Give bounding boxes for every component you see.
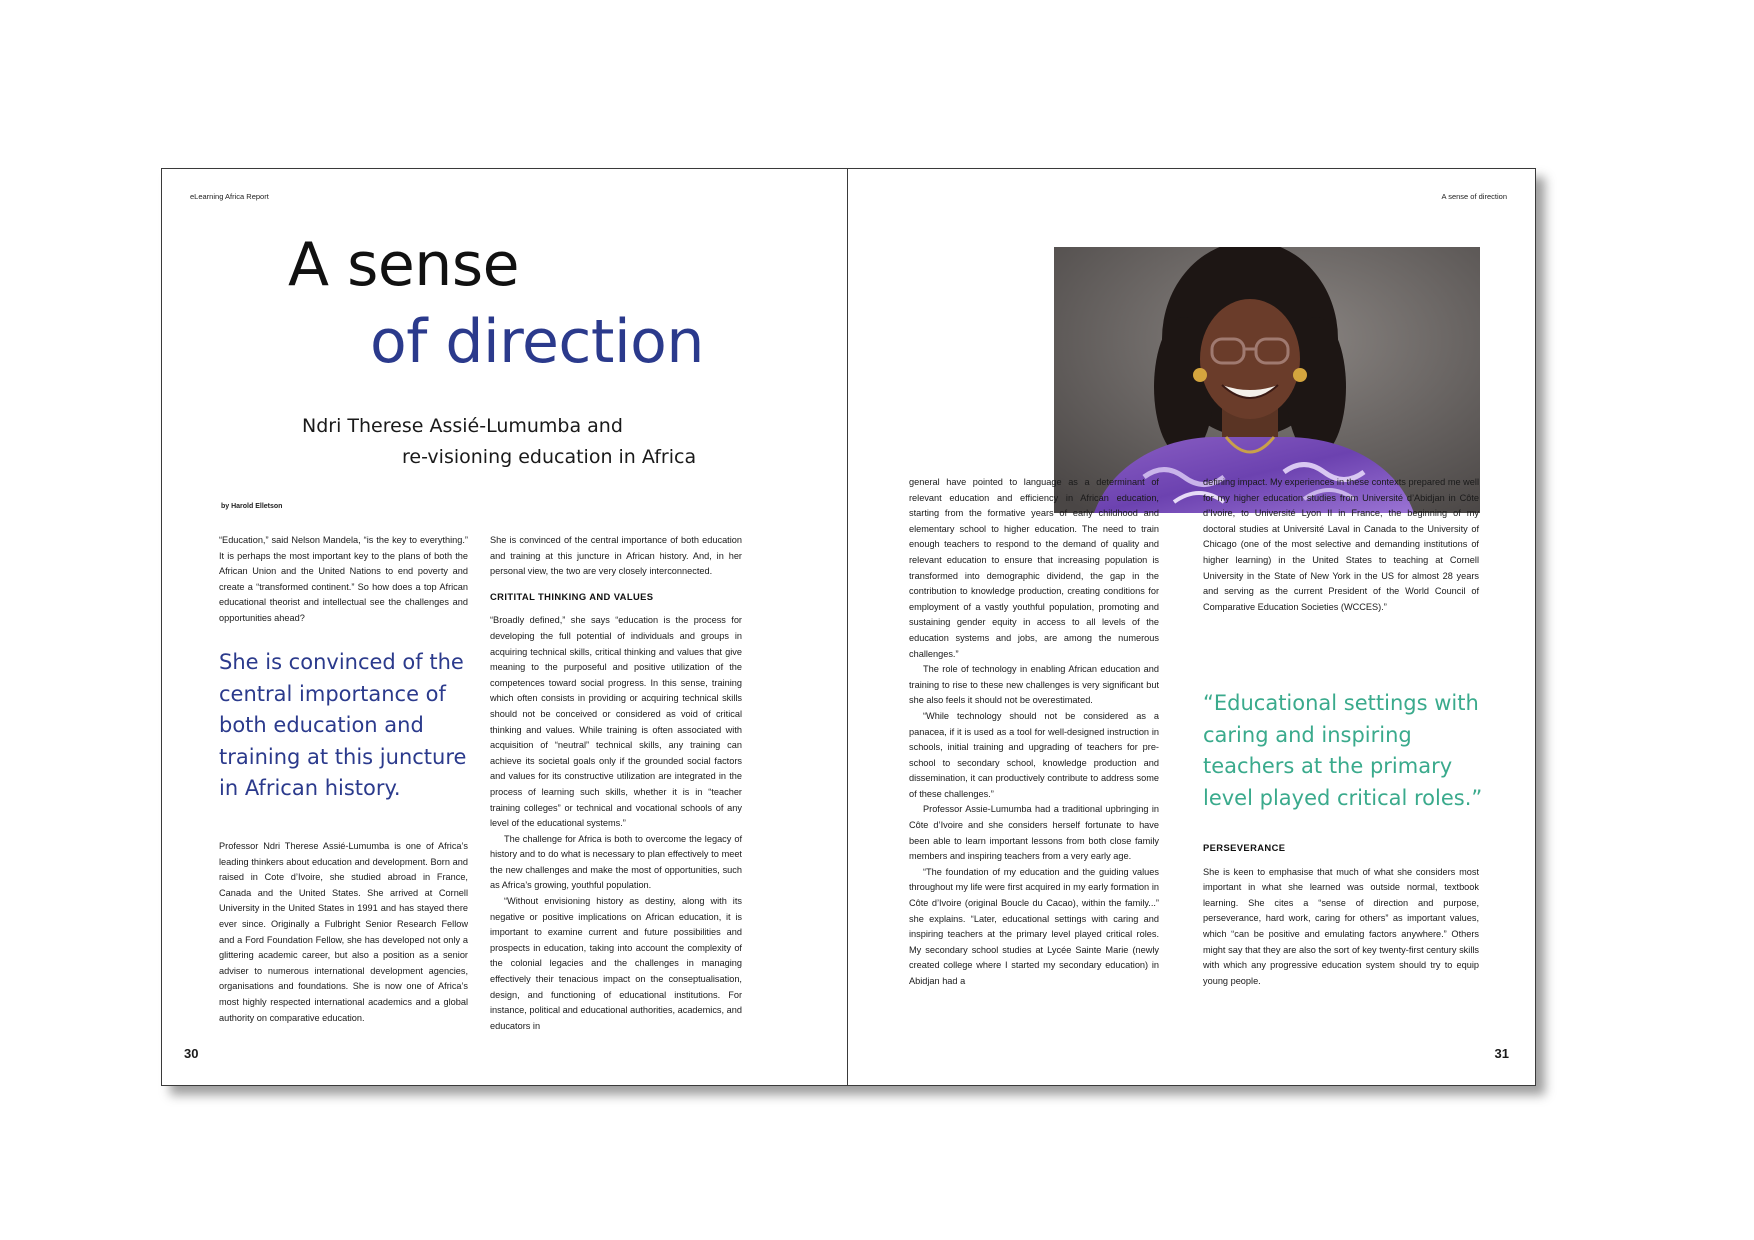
article-title-line-2: of direction xyxy=(370,307,704,377)
portrait-photo xyxy=(1054,247,1480,513)
column-2-paragraph-3: The challenge for Africa is both to overcome the legacy of history and to do what is necessary to plan effectively to meet the new challenges and make the most of opportunities, such as Africa’s growing, youthful population. xyxy=(490,833,742,891)
column-4-bottom xyxy=(1203,840,1479,989)
column-3-paragraph-1: general have pointed to language as a determinant of relevant education and efficiency in African education, starting from the formative years of early childhood and elementary school to higher education. The need to train enough teachers to respond to the demand of quality and relevant education to ensure that increasing population is transformed into demographic dividend, the gap in the contribution to knowledge production, creating conditions for employment of a vastly youthful population, promoting and sustaining gender equity in access to all levels of the education systems and jobs, are among the numerous challenges.” xyxy=(909,477,1159,659)
column-4-paragraph-2: She is keen to emphasise that much of what she considers most important in what she learned was outside normal, textbook learning. She cites a “sense of direction and purpose, perseverance, hard work, caring for others” as important values, which “can be positive and emulating factors anywhere.” Others might say that they are also the sort of key twenty-first century skills with which any progressive education system should try to equip young people. xyxy=(1203,866,1479,986)
column-3 xyxy=(909,475,1159,990)
magazine-spread xyxy=(161,168,1536,1086)
page-number-left: 30 xyxy=(184,1046,199,1061)
column-3-paragraph-5: “The foundation of my education and the guiding values throughout my life were first acquired in my early formation in Côte d’Ivoire (original Boucle du Cacao), within the family...” she explains. “Later, educational settings with caring and inspiring teachers at the primary level played critical roles. My secondary school studies at Lycée Sainte Marie (newly created college where I started my secondary education) in Abidjan had a xyxy=(909,866,1159,986)
column-3-paragraph-4: Professor Assie-Lumumba had a traditional upbringing in Côte d’Ivoire and she considers herself fortunate to have been able to learn important lessons from both close family members and inspiring teachers from a very early age. xyxy=(909,804,1159,862)
column-2 xyxy=(490,533,742,1034)
running-head-left: eLearning Africa Report xyxy=(190,192,269,201)
column-1-intro xyxy=(219,533,468,627)
column-4-paragraph-1: defining impact. My experiences in these contexts prepared me well for my higher education studies from Université d’Abidjan in Côte d’Ivoire, to Université Lyon II in France, the beginning of my doctoral studies at Université Laval in Canada to the University of Chicago (one of the most selective and demanding institutions of higher learning) in the United States to teaching at Cornell University in the State of New York in the US for almost 28 years and serving as the current President of the World Council of Comparative Education Societies (WCCES).” xyxy=(1203,477,1479,612)
portrait-illustration xyxy=(1054,247,1480,513)
column-1-bio xyxy=(219,839,468,1026)
column-2-paragraph-4: “Without envisioning history as destiny, along with its negative or positive implications on African education, it is important to examine current and future possibilities and prospects in education, taking into account the complexity of the colonial legacies and the challenges in managing effectively their tenacious impact on the conseptualisation, design, and functioning of educational institutions. For instance, political and educational authorities, academics, and educators in xyxy=(490,896,742,1031)
byline: by Harold Elletson xyxy=(221,503,283,510)
column-3-paragraph-2: The role of technology in enabling African education and training to rise to these new challenges is very significant but she also feels it should not be overestimated. xyxy=(909,664,1159,706)
running-head-right: A sense of direction xyxy=(1441,192,1507,201)
section-heading-critical-thinking: CRITITAL THINKING AND VALUES xyxy=(490,590,654,602)
bio-paragraph: Professor Ndri Therese Assié-Lumumba is one of Africa’s leading thinkers about education and development. Born and raised in Cote d’Ivoire, she studied abroad in France, Canada and the United States. She arrived at Cornell University in the United States in 1991 and has stayed there ever since. Originally a Fulbright Senior Research Fellow and a Ford Foundation Fellow, she has developed not only a glittering academic career, but also a position as a senior adviser to numerous international development agencies, organisations and foundations. She is now one of Africa’s most highly respected international academics and a global authority on comparative education. xyxy=(219,841,468,1023)
page-number-right: 31 xyxy=(1494,1046,1509,1061)
article-subtitle-line-2: re-visioning education in Africa xyxy=(402,446,697,468)
column-2-paragraph-1: She is convinced of the central importance of both education and training at this juncture in African history. And, in her personal view, the two are very closely interconnected. xyxy=(490,535,742,577)
section-heading-perseverance: PERSEVERANCE xyxy=(1203,842,1286,853)
right-page xyxy=(848,169,1535,1085)
left-page xyxy=(162,169,847,1085)
column-3-paragraph-3: “While technology should not be considered as a panacea, if it is used as a tool for well-designed instruction in schools, initial training and upgrading of teachers for pre-school to secondary school, knowledge production and dissemination, it can productively contribute to address some of these challenges.” xyxy=(909,710,1159,799)
intro-paragraph: “Education,” said Nelson Mandela, “is the key to everything.” It is perhaps the most important key to the plans of both the African Union and the United Nations to end poverty and create a “transformed continent.” So how does a top African educational theorist and intellectual see the challenges and opportunities ahead? xyxy=(219,535,468,623)
column-4-top xyxy=(1203,475,1479,615)
pull-quote-green: “Educational settings with caring and inspiring teachers at the primary level played critical roles.” xyxy=(1203,691,1483,810)
article-subtitle-line-1: Ndri Therese Assié-Lumumba and xyxy=(302,415,623,437)
article-title-line-1: A sense xyxy=(288,230,519,300)
pull-quote-blue: She is convinced of the central importance of both education and training at this juncture in African history. xyxy=(219,650,467,800)
column-2-paragraph-2: “Broadly defined,” she says “education is the process for developing the full potential of individuals and groups in acquiring technical skills, critical thinking and values that give meaning to the purposeful and positive utilization of the competences toward social progress. In this sense, training which often consists in providing or acquiring technical skills should not be conceived or considered as void of critical thinking and values. While training is often associated with acquisition of “neutral” technical skills, any training can achieve its societal goals only if the grounded social factors and values for its constructive utilization are integrated in the process of learning such skills, whether it is in “teacher training colleges” or technical and vocational schools of any level of the educational systems.” xyxy=(490,615,742,829)
